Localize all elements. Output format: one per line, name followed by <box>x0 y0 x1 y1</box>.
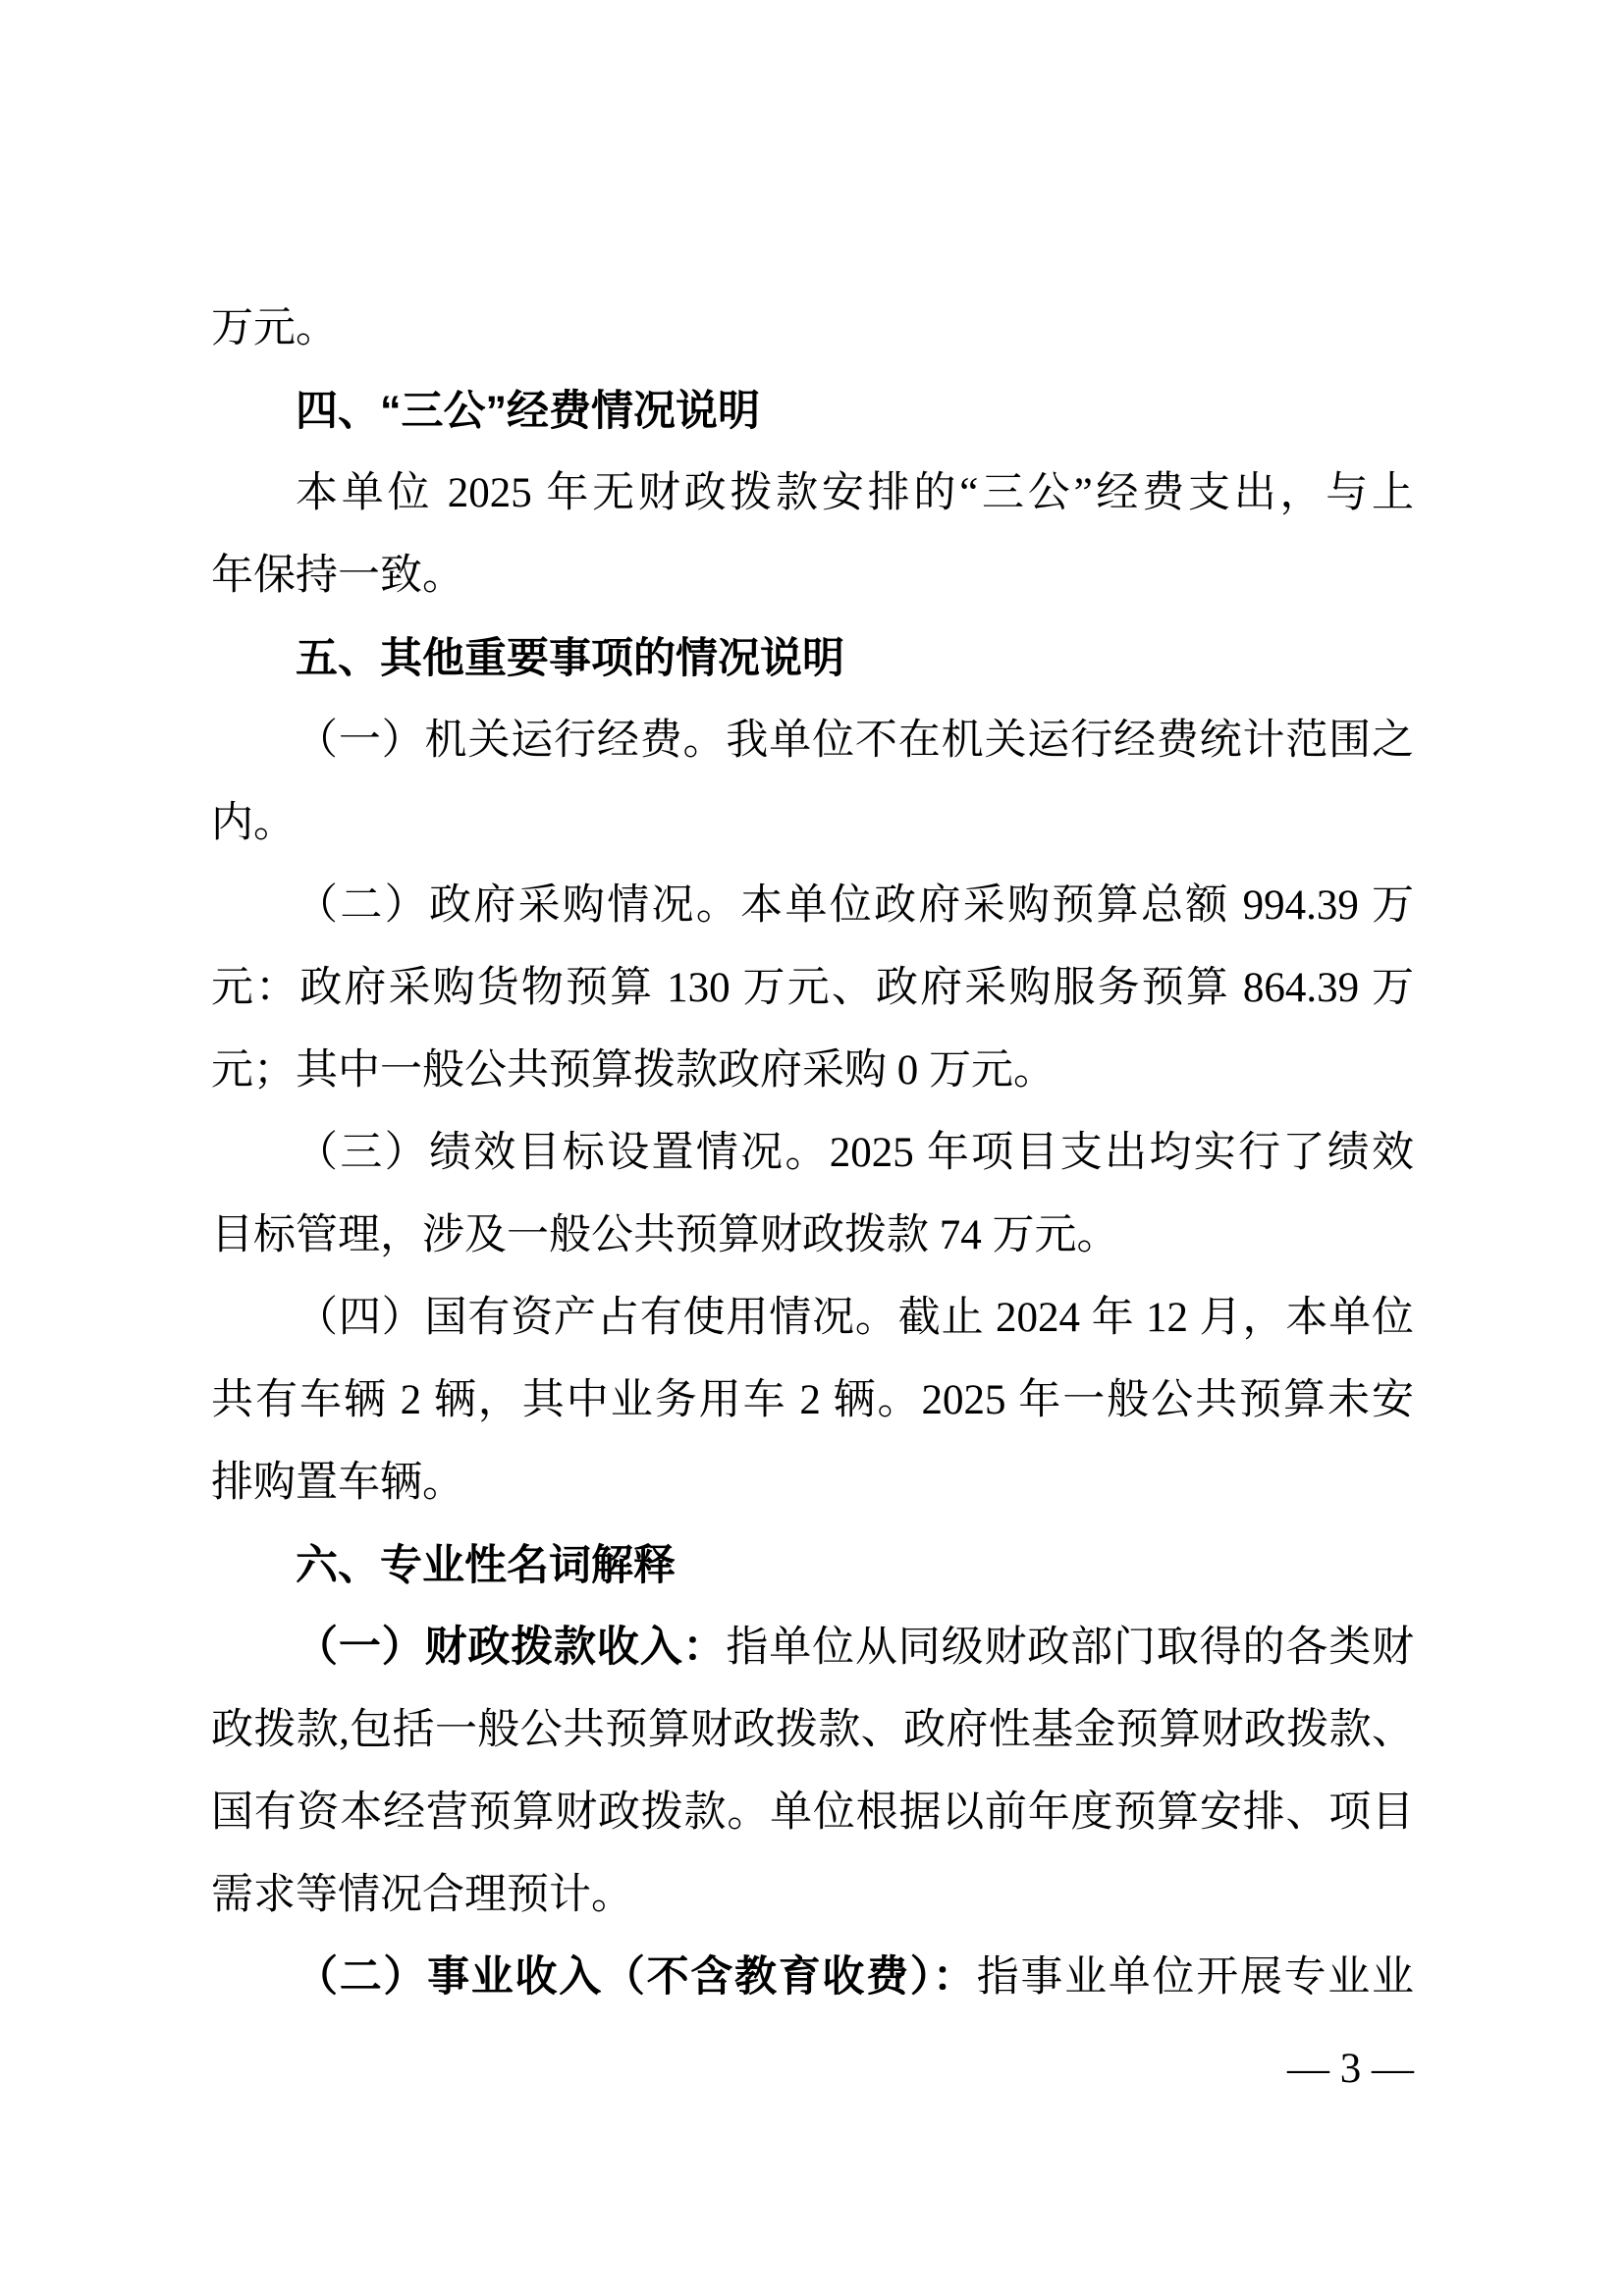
page-number: — 3 — <box>1287 2046 1414 2092</box>
document-body <box>211 288 1414 2019</box>
text-line: 共有车辆 2 辆，其中业务用车 2 辆。2025 年一般公共预算未安 <box>211 1377 1414 1423</box>
text-line: （二）政府采购情况。本单位政府采购预算总额 994.39 万 <box>296 882 1414 929</box>
text-line: （二）事业收入（不含教育收费）：指事业单位开展专业业 <box>296 1954 1415 2001</box>
term-label: （二）事业收入（不含教育收费）： <box>296 1954 977 2001</box>
section-heading: 四、“三公”经费情况说明 <box>296 388 760 435</box>
text-line: （一）机关运行经费。我单位不在机关运行经费统计范围之 <box>296 718 1414 764</box>
text-line: 本单位 2025 年无财政拨款安排的“三公”经费支出，与上 <box>296 470 1414 516</box>
text-line: 目标管理，涉及一般公共预算财政拨款 74 万元。 <box>211 1212 1119 1258</box>
text-line: 政拨款,包括一般公共预算财政拨款、政府性基金预算财政拨款、 <box>211 1707 1414 1753</box>
section-heading: 五、其他重要事项的情况说明 <box>296 635 844 682</box>
text-line: 元；其中一般公共预算拨款政府采购 0 万元。 <box>211 1047 1056 1094</box>
text-line: （四）国有资产占有使用情况。截止 2024 年 12 月，本单位 <box>296 1295 1414 1341</box>
text-line: 万元。 <box>211 305 338 351</box>
text-line: 年保持一致。 <box>211 553 464 599</box>
text-line: （一）财政拨款收入：指单位从同级财政部门取得的各类财 <box>296 1625 1415 1671</box>
term-label: （一）财政拨款收入： <box>296 1625 727 1671</box>
text-line: 国有资本经营预算财政拨款。单位根据以前年度预算安排、项目 <box>211 1789 1414 1836</box>
text-line: （三）绩效目标设置情况。2025 年项目支出均实行了绩效 <box>296 1130 1414 1176</box>
section-heading: 六、专业性名词解释 <box>296 1542 676 1589</box>
text-line: 内。 <box>211 800 296 846</box>
text-line: 元：政府采购货物预算 130 万元、政府采购服务预算 864.39 万 <box>211 965 1414 1011</box>
text-line: 排购置车辆。 <box>211 1460 464 1506</box>
text-line: 需求等情况合理预计。 <box>211 1872 633 1918</box>
